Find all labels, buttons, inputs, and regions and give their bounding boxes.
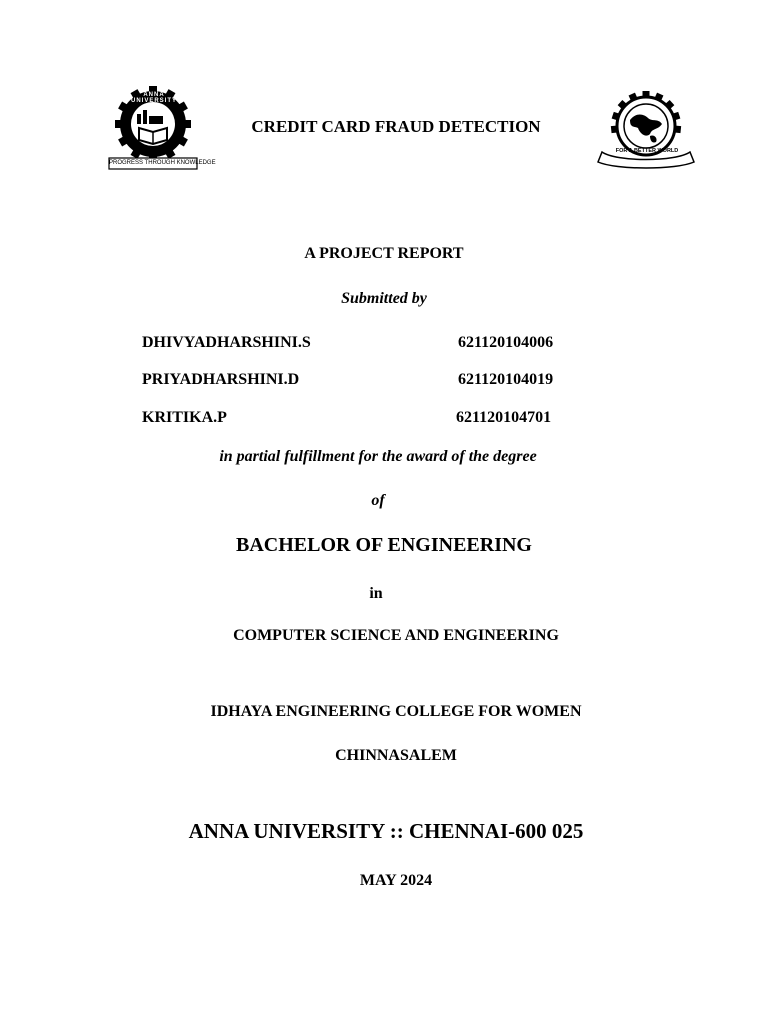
fulfillment-statement: in partial fulfillment for the award of the degree	[219, 448, 537, 465]
student-reg-2: 621120104019	[458, 371, 554, 388]
degree-name: BACHELOR OF ENGINEERING	[236, 534, 532, 556]
student-reg-1: 621120104006	[458, 334, 554, 351]
university-name: ANNA UNIVERSITY :: CHENNAI-600 025	[188, 819, 584, 843]
of-text: of	[371, 492, 385, 509]
left-logo-motto: PROGRESS THROUGH KNOWLEDGE	[109, 160, 216, 166]
right-logo-ribbon-text: FOR A BETTER WORLD	[615, 148, 679, 154]
student-name-3: KRITIKA.P	[142, 409, 227, 426]
submission-date: MAY 2024	[359, 872, 433, 889]
college-name: IDHAYA ENGINEERING COLLEGE FOR WOMEN	[210, 703, 582, 720]
report-type: A PROJECT REPORT	[304, 245, 464, 262]
student-name-1: DHIVYADHARSHINI.S	[142, 334, 311, 351]
project-title: CREDIT CARD FRAUD DETECTION	[251, 117, 541, 136]
college-place: CHINNASALEM	[335, 747, 457, 764]
in-text: in	[369, 585, 383, 602]
branch-name: COMPUTER SCIENCE AND ENGINEERING	[233, 627, 559, 644]
left-logo-ring-text: ANNA UNIVERSITY	[130, 92, 177, 104]
student-reg-3: 621120104701	[456, 409, 552, 426]
submitted-by: Submitted by	[341, 290, 427, 307]
student-name-2: PRIYADHARSHINI.D	[142, 371, 300, 388]
